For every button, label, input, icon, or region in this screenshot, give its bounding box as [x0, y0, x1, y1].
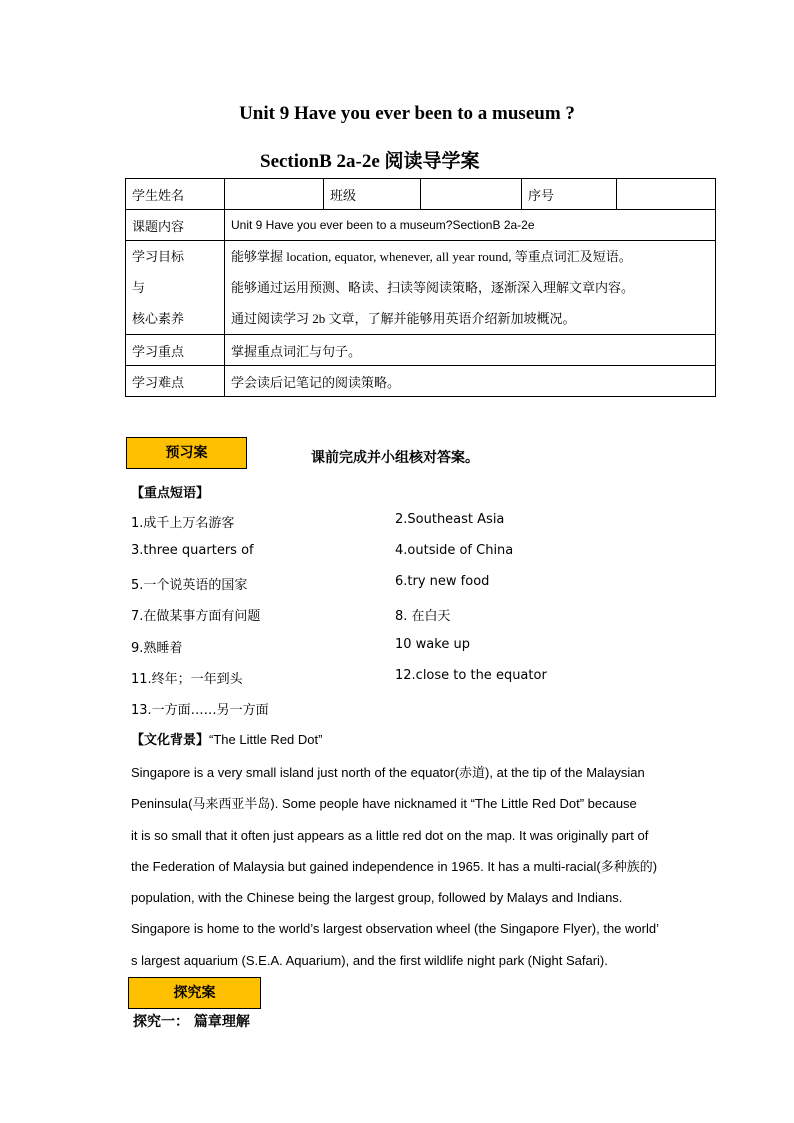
seat-label: 序号 [522, 179, 617, 210]
goal-item: 能够通过运用预测、略读、扫读等阅读策略，逐渐深入理解文章内容。 [231, 280, 635, 295]
phrase-item: 10 wake up [395, 637, 470, 652]
background-heading-line [131, 729, 322, 748]
phrase-item: 11.终年；一年到头 [131, 672, 243, 687]
table-row [126, 179, 716, 210]
phrases-heading: 【重点短语】 [131, 486, 210, 501]
background-title: “The Little Red Dot” [209, 732, 323, 747]
explore-section-heading: 探究一： 篇章理解 [133, 1014, 250, 1030]
key-points-label: 学习重点 [126, 335, 225, 366]
preview-tag: 预习案 [126, 437, 247, 469]
document-subtitle: SectionB 2a-2e 阅读导学案 [260, 151, 480, 172]
goals-label-line-3: 核心素养 [132, 311, 185, 326]
goals-label [126, 241, 225, 335]
paragraph-line: population, with the Chinese being the largest group, followed by Malays and Indians. [131, 890, 623, 906]
student-name-label: 学生姓名 [126, 179, 225, 210]
phrase-item: 3.three quarters of [131, 543, 254, 558]
goals-label-line-2: 与 [132, 280, 146, 295]
phrase-item: 6.try new food [395, 574, 490, 589]
table-row [126, 241, 716, 335]
paragraph-line: s largest aquarium (S.E.A. Aquarium), and the first wildlife night park (Night Safari). [131, 952, 608, 968]
background-paragraph [131, 757, 671, 976]
paragraph-line: Singapore is a very small island just north of the equator(赤道), at the tip of the Malaysian [131, 765, 645, 780]
key-points-value: 掌握重点词汇与句子。 [225, 335, 716, 366]
phrase-item: 7.在做某事方面有问题 [131, 609, 261, 624]
difficulty-label: 学习难点 [126, 366, 225, 397]
phrase-item: 2.Southeast Asia [395, 512, 505, 527]
phrase-item: 5.一个说英语的国家 [131, 578, 248, 593]
table-row [126, 366, 716, 397]
paragraph-line: Singapore is home to the world’s largest observation wheel (the Singapore Flyer), the world’ [131, 921, 659, 937]
seat-field[interactable] [617, 179, 716, 210]
background-heading: 【文化背景】 [131, 733, 210, 748]
class-label: 班级 [324, 179, 421, 210]
table-row [126, 210, 716, 241]
goal-item: 能够掌握 location, equator, whenever, all year round, 等重点词汇及短语。 [231, 249, 632, 264]
document-title: Unit 9 Have you ever been to a museum ? [239, 103, 575, 124]
explore-tag: 探究案 [128, 977, 261, 1009]
phrase-item: 9.熟睡着 [131, 641, 183, 656]
phrase-item: 4.outside of China [395, 543, 514, 558]
phrase-item: 12.close to the equator [395, 668, 547, 683]
phrase-item: 8. 在白天 [395, 609, 451, 624]
difficulty-value: 学会读后记笔记的阅读策略。 [225, 366, 716, 397]
table-row [126, 335, 716, 366]
phrase-item: 1.成千上万名游客 [131, 516, 235, 531]
goal-item: 通过阅读学习 2b 文章，了解并能够用英语介绍新加坡概况。 [231, 311, 576, 326]
paragraph-line: Peninsula(马来西亚半岛). Some people have nicknamed it “The Little Red Dot” because [131, 796, 637, 812]
goals-label-line-1: 学习目标 [132, 249, 185, 264]
student-name-field[interactable] [225, 179, 324, 210]
goals-value [225, 241, 716, 335]
paragraph-line: it is so small that it often just appears as a little red dot on the map. It was originally part of [131, 827, 649, 843]
topic-label: 课题内容 [126, 210, 225, 241]
topic-value: Unit 9 Have you ever been to a museum?SectionB 2a-2e [225, 210, 716, 241]
preview-instruction: 课前完成并小组核对答案。 [311, 450, 479, 466]
info-table [125, 178, 716, 397]
phrase-item: 13.一方面……另一方面 [131, 703, 269, 718]
paragraph-line: the Federation of Malaysia but gained independence in 1965. It has a multi-racial(多种族的) [131, 858, 658, 874]
class-field[interactable] [421, 179, 522, 210]
